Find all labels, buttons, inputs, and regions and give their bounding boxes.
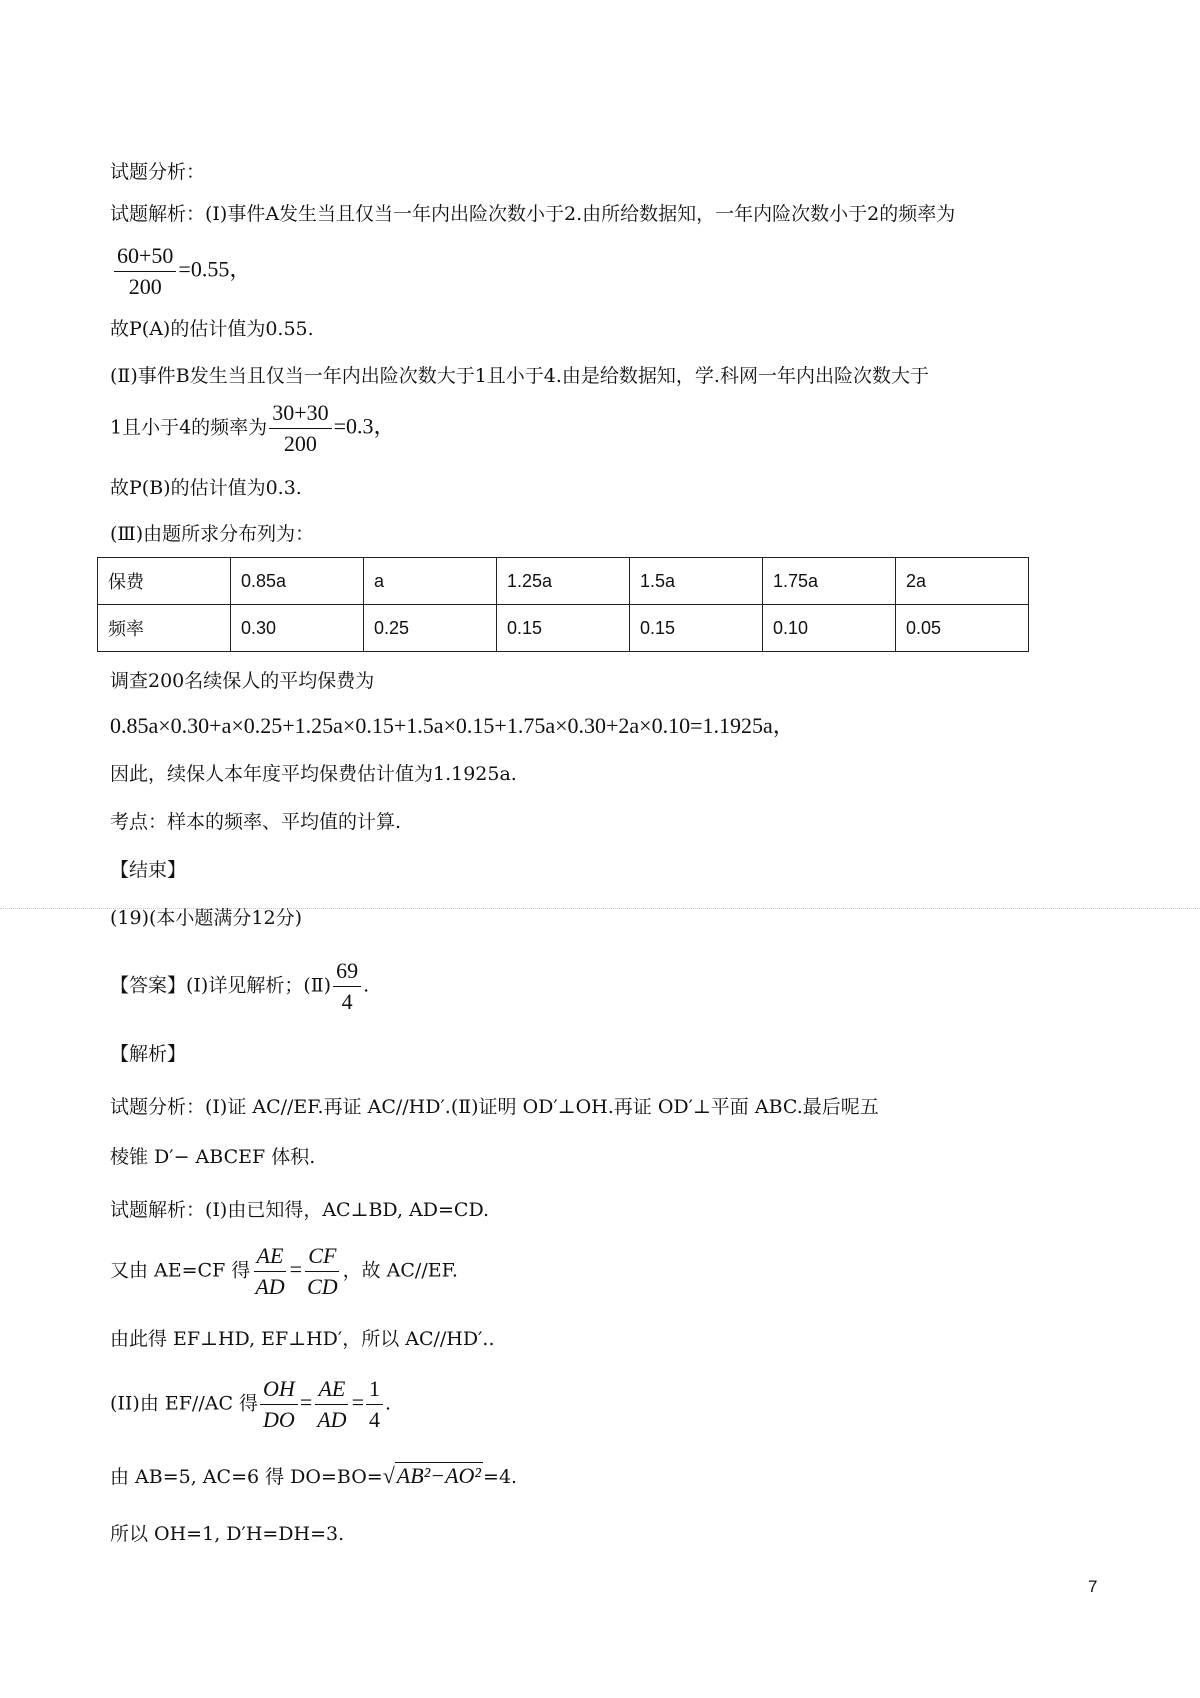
answer-suffix: . — [363, 974, 370, 997]
q19-analysis-line-2: 棱锥 D′− ABCEF 体积. — [110, 1146, 316, 1168]
part1-line: 试题解析：(Ⅰ)事件A发生当且仅当一年内出险次数小于2.由所给数据知，一年内险次数小于2的频率为 — [110, 203, 956, 225]
part1-conclusion: 故P(A)的估计值为0.55. — [110, 318, 314, 340]
part2-conclusion: 故P(B)的估计值为0.3. — [110, 477, 302, 499]
end-marker: 【结束】 — [110, 859, 187, 881]
fraction — [304, 1243, 341, 1300]
table-cell: 0.25 — [364, 605, 497, 652]
part2-line: (Ⅱ)事件B发生当且仅当一年内出险次数大于1且小于4.由是给数据知，学.科网一年内出险次数大于 — [110, 365, 929, 387]
table-row — [98, 558, 1029, 605]
table-cell: 0.85a — [231, 558, 364, 605]
table-cell: 2a — [896, 558, 1029, 605]
numerator: 1 — [366, 1376, 383, 1405]
solution-suffix: ，故 AC//EF. — [342, 1259, 458, 1282]
table-cell: 0.05 — [896, 605, 1029, 652]
average-formula: 0.85a×0.30+a×0.25+1.25a×0.15+1.5a×0.15+1.75a×0.30+2a×0.10=1.1925a， — [110, 713, 795, 738]
fraction — [333, 958, 361, 1015]
row-header-cell: 频率 — [98, 605, 231, 652]
table-cell: 0.15 — [630, 605, 763, 652]
table-body — [98, 558, 1029, 652]
part3-intro: (Ⅲ)由题所求分布列为： — [110, 523, 315, 545]
fraction — [366, 1376, 383, 1433]
answer-line — [110, 958, 369, 1015]
survey-line: 调查200名续保人的平均保费为 — [110, 670, 375, 692]
q19-analysis-line-1: 试题分析：(Ⅰ)证 AC//EF.再证 AC//HD′.(Ⅱ)证明 OD′⊥OH.再证 OD′⊥平面 ABC.最后呢五 — [110, 1096, 879, 1118]
solution-prefix: (II)由 EF//AC 得 — [110, 1392, 259, 1415]
table-row — [98, 605, 1029, 652]
table-cell: 1.25a — [497, 558, 630, 605]
solution-suffix: =4. — [483, 1466, 518, 1488]
solution-prefix: 又由 AE=CF 得 — [110, 1259, 251, 1282]
table-cell: 0.15 — [497, 605, 630, 652]
denominator: AD — [255, 1274, 285, 1299]
q19-solution-line-5 — [110, 1462, 517, 1491]
table-cell: a — [364, 558, 497, 605]
denominator: 200 — [283, 431, 317, 456]
equals-sign: = — [289, 1256, 303, 1282]
numerator: AE — [254, 1243, 287, 1272]
numerator: 60+50 — [114, 243, 176, 272]
therefore-line: 因此，续保人本年度平均保费估计值为1.1925a. — [110, 763, 517, 785]
keypoint-line: 考点：样本的频率、平均值的计算. — [110, 811, 402, 833]
fraction — [314, 1376, 349, 1433]
row-header-cell: 保费 — [98, 558, 231, 605]
table-cell: 1.5a — [630, 558, 763, 605]
distribution-table — [97, 557, 1029, 652]
q19-solution-line-1: 试题解析：(I)由已知得，AC⊥BD, AD=CD. — [110, 1199, 490, 1221]
fraction — [260, 1376, 298, 1433]
page-number: 7 — [1088, 1577, 1098, 1596]
solution-suffix: . — [384, 1392, 392, 1415]
numerator: 30+30 — [269, 400, 331, 429]
fraction-result: =0.3， — [333, 413, 396, 439]
part2-prefix: 1且小于4的频率为 — [110, 416, 268, 439]
denominator: 4 — [341, 989, 353, 1014]
denominator: CD — [307, 1274, 338, 1299]
fraction-result: =0.55， — [178, 256, 252, 282]
numerator: 69 — [333, 958, 361, 987]
question-19-header: (19)(本小题满分12分) — [110, 907, 303, 929]
analysis-label: 试题分析： — [110, 161, 206, 183]
fraction — [114, 243, 176, 300]
q19-solution-line-2 — [110, 1243, 458, 1300]
denominator: AD — [317, 1407, 347, 1432]
table-cell: 1.75a — [763, 558, 896, 605]
fraction — [269, 400, 331, 457]
answer-prefix: 【答案】(Ⅰ)详见解析；(Ⅱ) — [110, 974, 332, 997]
jiexi-label: 【解析】 — [110, 1043, 187, 1065]
solution-prefix: 由 AB=5, AC=6 得 DO=BO= — [110, 1466, 383, 1488]
denominator: 4 — [368, 1407, 380, 1432]
numerator: AE — [315, 1376, 348, 1405]
equals-sign: = — [351, 1389, 364, 1415]
part2-fraction-line — [110, 400, 396, 457]
numerator: OH — [260, 1376, 298, 1405]
part1-fraction-line — [112, 243, 251, 300]
sqrt-sign: √ — [382, 1463, 395, 1488]
denominator: 200 — [128, 274, 162, 299]
numerator: CF — [305, 1243, 339, 1272]
q19-solution-line-4 — [110, 1376, 391, 1433]
table-cell: 0.30 — [231, 605, 364, 652]
equals-sign: = — [299, 1389, 313, 1415]
sqrt-radicand: AB²−AO² — [396, 1463, 482, 1488]
q19-solution-line-3: 由此得 EF⊥HD, EF⊥HD′，所以 AC//HD′.. — [110, 1328, 495, 1350]
q19-solution-line-6: 所以 OH=1, D′H=DH=3. — [110, 1523, 345, 1545]
fraction — [252, 1243, 287, 1300]
denominator: DO — [263, 1407, 295, 1432]
table-cell: 0.10 — [763, 605, 896, 652]
